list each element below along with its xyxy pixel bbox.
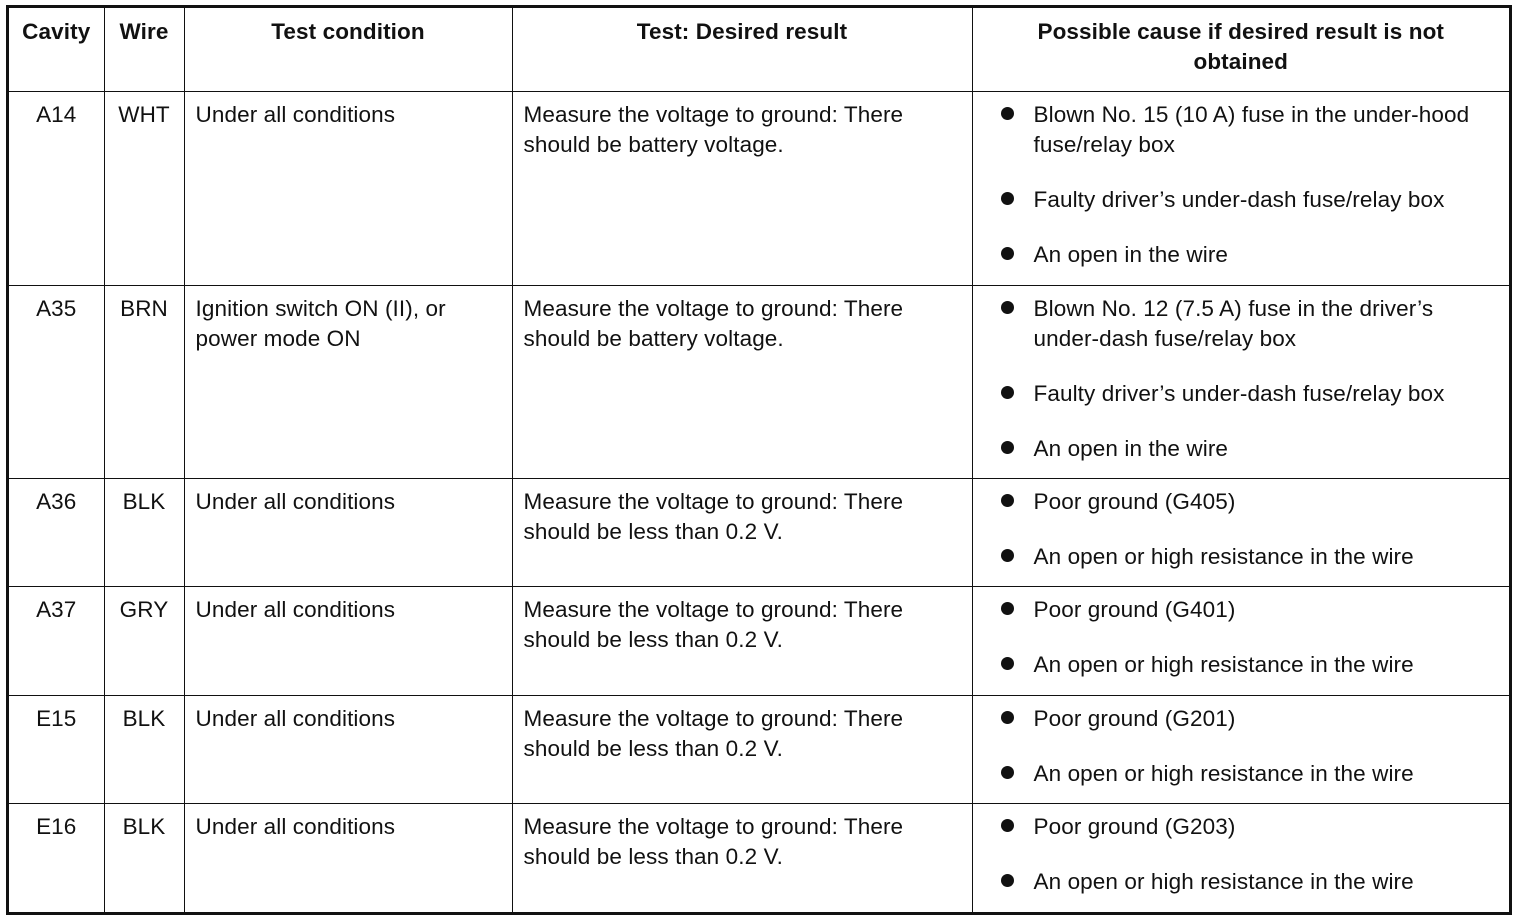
cell-possible-causes <box>972 804 1509 912</box>
bullet-icon <box>1001 874 1014 887</box>
cause-list <box>1001 100 1506 270</box>
column-header-cavity: Cavity <box>9 8 104 92</box>
cause-list <box>1001 487 1506 572</box>
cause-text: An open in the wire <box>1033 435 1229 461</box>
cause-text: An open in the wire <box>1033 242 1229 267</box>
cause-list-item <box>1001 759 1506 789</box>
cause-list-item <box>1001 379 1506 409</box>
cell-cavity: E15 <box>9 695 104 803</box>
bullet-icon <box>1001 602 1014 615</box>
cause-list-item <box>1001 434 1506 464</box>
table-body <box>9 92 1509 913</box>
cell-test-condition: Under all conditions <box>184 804 512 912</box>
cell-wire: BLK <box>104 695 184 803</box>
cell-wire: BLK <box>104 479 184 587</box>
cell-wire: WHT <box>104 92 184 286</box>
cause-list-item <box>1001 487 1506 517</box>
bullet-icon <box>1001 107 1014 120</box>
cause-list-item <box>1001 240 1506 270</box>
cell-possible-causes <box>972 695 1509 803</box>
cell-cavity: E16 <box>9 804 104 912</box>
bullet-icon <box>1001 494 1014 507</box>
cause-list-item <box>1001 704 1506 734</box>
cell-desired-result: Measure the voltage to ground: There should be less than 0.2 V. <box>512 695 972 803</box>
cause-text: Blown No. 12 (7.5 A) fuse in the driver’s under-dash fuse/relay box <box>1033 295 1434 351</box>
cell-desired-result: Measure the voltage to ground: There should be battery voltage. <box>512 92 972 286</box>
cause-list-item <box>1001 100 1506 160</box>
diagnostic-table <box>9 8 1509 912</box>
column-header-test-condition: Test condition <box>184 8 512 92</box>
cell-possible-causes <box>972 587 1509 695</box>
table-row <box>9 695 1509 803</box>
cause-text: An open or high resistance in the wire <box>1033 760 1414 786</box>
cause-text: An open or high resistance in the wire <box>1033 652 1414 678</box>
cause-list-item <box>1001 812 1506 842</box>
cell-cavity: A36 <box>9 479 104 587</box>
cell-possible-causes <box>972 92 1509 286</box>
cause-text: Poor ground (G405) <box>1033 489 1236 515</box>
bullet-icon <box>1001 301 1014 314</box>
cause-list <box>1001 595 1506 680</box>
cause-list-item <box>1001 185 1506 215</box>
cause-list-item <box>1001 542 1506 572</box>
bullet-icon <box>1001 192 1014 205</box>
bullet-icon <box>1001 711 1014 724</box>
cell-desired-result: Measure the voltage to ground: There should be less than 0.2 V. <box>512 804 972 912</box>
cause-list <box>1001 812 1506 897</box>
bullet-icon <box>1001 247 1014 260</box>
cause-text: Blown No. 15 (10 A) fuse in the under-hood fuse/relay box <box>1033 102 1470 157</box>
cell-wire: BRN <box>104 285 184 479</box>
cause-list-item <box>1001 294 1506 354</box>
bullet-icon <box>1001 386 1014 399</box>
cause-list-item <box>1001 650 1506 680</box>
table-row <box>9 479 1509 587</box>
cause-text: Poor ground (G201) <box>1033 705 1236 731</box>
cause-text: Poor ground (G203) <box>1033 814 1236 840</box>
cell-possible-causes <box>972 285 1509 479</box>
cell-test-condition: Under all conditions <box>184 587 512 695</box>
cell-cavity: A14 <box>9 92 104 286</box>
cell-test-condition: Under all conditions <box>184 479 512 587</box>
cause-text: An open or high resistance in the wire <box>1033 869 1414 895</box>
table-header-row <box>9 8 1509 92</box>
column-header-possible-cause: Possible cause if desired result is not obtained <box>972 8 1509 92</box>
cause-list-item <box>1001 867 1506 897</box>
table-row <box>9 587 1509 695</box>
cause-text: Faulty driver’s under-dash fuse/relay box <box>1033 380 1445 406</box>
cell-test-condition: Under all conditions <box>184 695 512 803</box>
table-row <box>9 804 1509 912</box>
column-header-desired-result: Test: Desired result <box>512 8 972 92</box>
cause-list-item <box>1001 595 1506 625</box>
cell-desired-result: Measure the voltage to ground: There should be less than 0.2 V. <box>512 479 972 587</box>
cause-text: Poor ground (G401) <box>1033 597 1236 623</box>
column-header-wire: Wire <box>104 8 184 92</box>
cause-text: Faulty driver’s under-dash fuse/relay box <box>1033 187 1445 212</box>
cell-desired-result: Measure the voltage to ground: There should be less than 0.2 V. <box>512 587 972 695</box>
bullet-icon <box>1001 657 1014 670</box>
cell-test-condition: Ignition switch ON (II), or power mode ON <box>184 285 512 479</box>
cell-cavity: A37 <box>9 587 104 695</box>
bullet-icon <box>1001 441 1014 454</box>
bullet-icon <box>1001 766 1014 779</box>
cause-text: An open or high resistance in the wire <box>1033 544 1414 570</box>
table-row <box>9 285 1509 479</box>
diagnostic-table-frame <box>6 5 1512 915</box>
bullet-icon <box>1001 819 1014 832</box>
table-row <box>9 92 1509 286</box>
cause-list <box>1001 704 1506 789</box>
cell-desired-result: Measure the voltage to ground: There should be battery voltage. <box>512 285 972 479</box>
cell-possible-causes <box>972 479 1509 587</box>
bullet-icon <box>1001 549 1014 562</box>
cell-wire: BLK <box>104 804 184 912</box>
cell-test-condition: Under all conditions <box>184 92 512 286</box>
cell-cavity: A35 <box>9 285 104 479</box>
cell-wire: GRY <box>104 587 184 695</box>
cause-list <box>1001 294 1506 464</box>
